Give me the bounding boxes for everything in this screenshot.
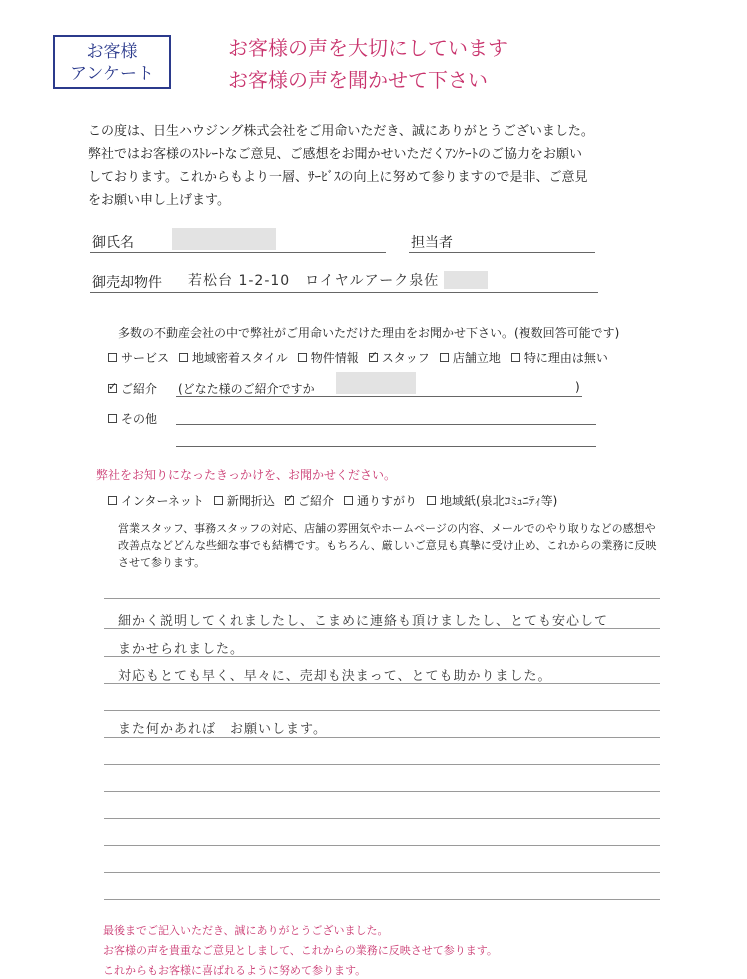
checkbox[interactable] bbox=[427, 496, 436, 505]
q2-option-passing[interactable] bbox=[344, 492, 417, 509]
option-label: インターネット bbox=[121, 494, 204, 508]
q1-option-location[interactable] bbox=[440, 349, 501, 366]
q2-option-referral[interactable] bbox=[285, 492, 334, 509]
referral-underline bbox=[176, 396, 582, 397]
q2-option-local-paper[interactable] bbox=[427, 492, 557, 509]
referral-close: ) bbox=[575, 380, 580, 394]
property-label: 御売却物件 bbox=[92, 275, 162, 291]
checkbox-checked[interactable] bbox=[285, 496, 294, 505]
ruled-line bbox=[104, 818, 660, 819]
checkbox[interactable] bbox=[108, 353, 117, 362]
intro-line: この度は、日生ハウジング株式会社をご用命いただき、誠にありがとうございました。 bbox=[88, 124, 594, 139]
comment-line: まかせられました。 bbox=[118, 642, 245, 657]
q2-options bbox=[108, 492, 557, 509]
q1-option-staff[interactable] bbox=[369, 349, 430, 366]
q1-option-no-reason[interactable] bbox=[511, 349, 608, 366]
q1-option-referral[interactable] bbox=[108, 380, 157, 397]
name-label: 御氏名 bbox=[92, 235, 134, 251]
checkbox[interactable] bbox=[108, 496, 117, 505]
ruled-line bbox=[104, 791, 660, 792]
q1-option-local[interactable] bbox=[179, 349, 288, 366]
intro-line: 弊社ではお客様のｽﾄﾚｰﾄなご意見、ご感想をお聞かせいただくｱﾝｹｰﾄのご協力をお願い bbox=[88, 147, 583, 162]
desc-line: させて参ります。 bbox=[118, 556, 206, 569]
checkbox[interactable] bbox=[179, 353, 188, 362]
ruled-line bbox=[104, 764, 660, 765]
option-label: 通りすがり bbox=[356, 494, 417, 508]
q2-option-internet[interactable] bbox=[108, 492, 204, 509]
option-label: 新聞折込 bbox=[226, 494, 275, 508]
comment-line: 対応もとても早く、早々に、売却も決まって、とても助かりました。 bbox=[118, 669, 552, 684]
property-underline bbox=[90, 292, 598, 293]
q1-option-other[interactable] bbox=[108, 410, 157, 427]
q1-options bbox=[108, 349, 608, 366]
checkbox-checked[interactable] bbox=[369, 353, 378, 362]
ruled-line bbox=[104, 710, 660, 711]
staff-label: 担当者 bbox=[411, 235, 453, 251]
option-label: スタッフ bbox=[381, 351, 430, 365]
q1-option-service[interactable] bbox=[108, 349, 169, 366]
name-underline bbox=[90, 252, 386, 253]
comment-line: また何かあれば お願いします。 bbox=[118, 722, 327, 737]
redacted-name bbox=[172, 228, 276, 250]
ruled-line bbox=[104, 598, 660, 599]
headline-line-1: お客様の声を大切にしています bbox=[228, 36, 508, 60]
redacted-referrer bbox=[336, 372, 416, 394]
option-label: 地域紙(泉北ｺﾐｭﾆﾃｨ等) bbox=[439, 494, 558, 508]
ruled-line bbox=[104, 872, 660, 873]
option-label: ご紹介 bbox=[121, 382, 158, 396]
comment-instructions bbox=[118, 520, 678, 571]
badge-line-2: アンケート bbox=[70, 64, 154, 84]
option-label: その他 bbox=[121, 412, 158, 426]
checkbox[interactable] bbox=[298, 353, 307, 362]
q1-option-property-info[interactable] bbox=[298, 349, 359, 366]
option-label: 特に理由は無い bbox=[523, 351, 608, 365]
ruled-line bbox=[104, 899, 660, 900]
option-label: 物件情報 bbox=[310, 351, 359, 365]
desc-line: 改善点などどんな些細な事でも結構です。もちろん、厳しいご意見も真摯に受け止め、これからの業務に反映 bbox=[118, 539, 657, 552]
option-label: 地域密着スタイル bbox=[192, 351, 288, 365]
redacted-property bbox=[444, 271, 488, 289]
checkbox[interactable] bbox=[214, 496, 223, 505]
headline-line-2: お客様の声を聞かせて下さい bbox=[228, 68, 488, 92]
other-underline-1 bbox=[176, 424, 596, 425]
q1-question: 多数の不動産会社の中で弊社がご用命いただけた理由をお聞かせ下さい。(複数回答可能です) bbox=[118, 326, 620, 340]
badge-line-1: お客様 bbox=[86, 42, 138, 62]
desc-line: 営業スタッフ、事務スタッフの対応、店舗の雰囲気やホームページの内容、メールでのやり取りなどの感想や bbox=[118, 522, 656, 535]
footer-line: これからもお客様に喜ばれるように努めて参ります。 bbox=[103, 964, 367, 977]
ruled-line bbox=[104, 845, 660, 846]
footer-line: 最後までご記入いただき、誠にありがとうございました。 bbox=[103, 924, 389, 937]
q2-question: 弊社をお知りになったきっかけを、お聞かせください。 bbox=[96, 468, 397, 482]
survey-badge bbox=[53, 35, 171, 89]
checkbox[interactable] bbox=[344, 496, 353, 505]
checkbox[interactable] bbox=[511, 353, 520, 362]
comment-line: 細かく説明してくれましたし、こまめに連絡も頂けましたし、とても安心して bbox=[118, 614, 609, 629]
intro-line: しております。これからもより一層、ｻｰﾋﾞｽの向上に努めて参りますので是非、ご意見 bbox=[88, 170, 588, 185]
q2-option-newspaper[interactable] bbox=[214, 492, 275, 509]
property-value: 若松台 1-2-10 ロイヤルアーク泉佐 bbox=[188, 273, 440, 289]
staff-underline bbox=[409, 252, 595, 253]
referral-detail: (どなた様のご紹介ですか bbox=[178, 382, 315, 396]
other-underline-2 bbox=[176, 446, 596, 447]
option-label: サービス bbox=[121, 351, 170, 365]
option-label: ご紹介 bbox=[297, 494, 334, 508]
intro-text bbox=[88, 120, 668, 212]
footer-line: お客様の声を貴重なご意見としまして、これからの業務に反映させて参ります。 bbox=[103, 944, 498, 957]
option-label: 店舗立地 bbox=[452, 351, 501, 365]
checkbox-checked[interactable] bbox=[108, 384, 117, 393]
checkbox[interactable] bbox=[108, 414, 117, 423]
ruled-line bbox=[104, 737, 660, 738]
intro-line: をお願い申し上げます。 bbox=[88, 193, 230, 208]
checkbox[interactable] bbox=[440, 353, 449, 362]
